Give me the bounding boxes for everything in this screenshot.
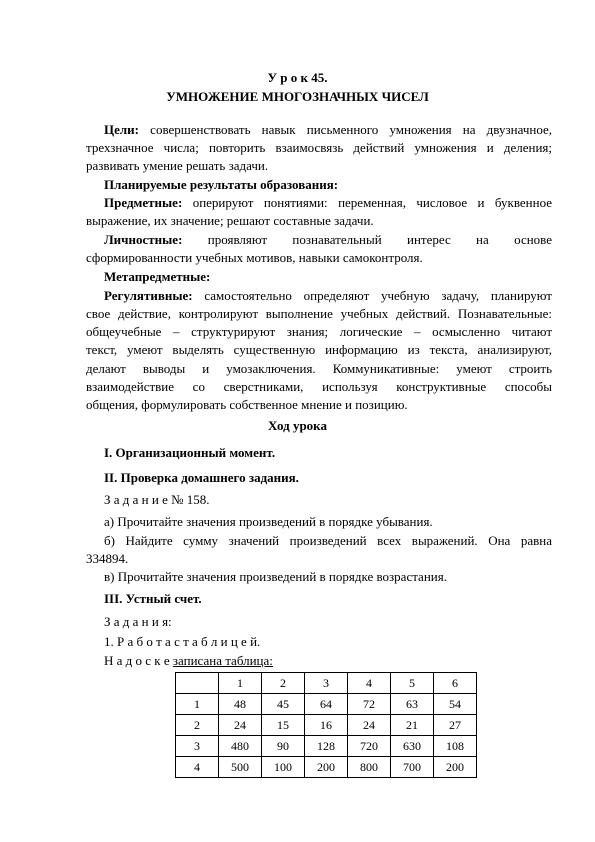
table-cell: 630 bbox=[391, 736, 434, 757]
reg-line-5: делают выводы и умозаключения. Коммуникативные: умеют строить bbox=[86, 361, 552, 376]
personal-label: Личностные: bbox=[104, 232, 183, 247]
table-cell: 24 bbox=[348, 715, 391, 736]
task-item-c: в) Прочитайте значения произведений в порядке возрастания. bbox=[104, 569, 447, 584]
table-cell: 1 bbox=[176, 694, 219, 715]
section-1-heading: I. Организационный момент. bbox=[104, 445, 276, 460]
lesson-topic: УМНОЖЕНИЕ МНОГОЗНАЧНЫХ ЧИСЕЛ bbox=[166, 89, 429, 104]
planned-heading: Планируемые результаты образования: bbox=[104, 177, 339, 192]
personal-line-1 bbox=[104, 232, 552, 247]
work-number: 1. bbox=[104, 634, 114, 649]
table-work-line bbox=[104, 634, 260, 649]
table-cell: 16 bbox=[305, 715, 348, 736]
course-heading: Ход урока bbox=[268, 418, 327, 433]
goals-text-1: совершенствовать навык письменного умножения на двузначное, bbox=[150, 122, 553, 137]
table-cell: 3 bbox=[305, 673, 348, 694]
section-2-heading: II. Проверка домашнего задания. bbox=[104, 470, 299, 485]
table-cell: 4 bbox=[348, 673, 391, 694]
subject-line-1 bbox=[104, 195, 552, 210]
table-cell: 2 bbox=[176, 715, 219, 736]
table-cell: 720 bbox=[348, 736, 391, 757]
reg-label: Регулятивные: bbox=[104, 288, 193, 303]
work-label: Р а б о т а с т а б л и ц е й. bbox=[117, 634, 261, 649]
table-cell: 800 bbox=[348, 757, 391, 778]
table-cell: 15 bbox=[262, 715, 305, 736]
task-158-line bbox=[104, 492, 210, 507]
reg-line-1 bbox=[104, 288, 552, 303]
personal-line-2: сформированности учебных мотивов, навыки самоконтроля. bbox=[86, 250, 423, 265]
subject-line-2: выражение, их значение; решают составные задачи. bbox=[86, 213, 374, 228]
task-number: № 158. bbox=[171, 492, 210, 507]
subject-text-1: оперируют понятиями: переменная, числовое и буквенное bbox=[192, 195, 553, 210]
board-rest: записана таблица: bbox=[172, 653, 273, 668]
table-cell: 3 bbox=[176, 736, 219, 757]
table-cell: 500 bbox=[219, 757, 262, 778]
table-cell: 700 bbox=[391, 757, 434, 778]
board-prefix: Н а д о с к е bbox=[104, 653, 170, 668]
table-cell: 48 bbox=[219, 694, 262, 715]
table-cell: 108 bbox=[434, 736, 477, 757]
table-row bbox=[176, 757, 477, 778]
table-cell: 2 bbox=[262, 673, 305, 694]
reg-line-2: свое действие, контролируют выполнение учебных действий. Познавательные: bbox=[86, 306, 552, 321]
board-line bbox=[104, 653, 273, 668]
reg-line-3: общеучебные – структурируют знания; логические – осмысленно читают bbox=[86, 324, 552, 339]
table-cell: 5 bbox=[391, 673, 434, 694]
table-cell: 4 bbox=[176, 757, 219, 778]
table-cell: 90 bbox=[262, 736, 305, 757]
table-cell: 128 bbox=[305, 736, 348, 757]
goals-line-3: развивать умение решать задачи. bbox=[86, 158, 269, 173]
section-3-heading: III. Устный счет. bbox=[104, 591, 202, 606]
reg-line-6: взаимодействие со сверстниками, используя конструктивные способы bbox=[86, 379, 552, 394]
goals-line-2: трехзначное числа; повторить взаимосвязь действий умножения и деления; bbox=[86, 140, 552, 155]
lesson-number: У р о к 45. bbox=[267, 70, 328, 85]
table-cell bbox=[176, 673, 219, 694]
goals-line-1 bbox=[104, 122, 552, 137]
table-cell: 200 bbox=[434, 757, 477, 778]
table-cell: 63 bbox=[391, 694, 434, 715]
table-header-row bbox=[176, 673, 477, 694]
table-cell: 100 bbox=[262, 757, 305, 778]
table-row bbox=[176, 715, 477, 736]
goals-label: Цели: bbox=[104, 122, 139, 137]
task-item-a: а) Прочитайте значения произведений в порядке убывания. bbox=[104, 514, 433, 529]
task-label: З а д а н и е bbox=[104, 492, 168, 507]
table-cell: 72 bbox=[348, 694, 391, 715]
personal-text-1: проявляют познавательный интерес на основе bbox=[207, 232, 553, 247]
task-item-b-line-2: 334894. bbox=[86, 551, 129, 566]
table-row bbox=[176, 736, 477, 757]
table-cell: 64 bbox=[305, 694, 348, 715]
meta-heading: Метапредметные: bbox=[104, 269, 211, 284]
table-cell: 54 bbox=[434, 694, 477, 715]
reg-text-1: самостоятельно определяют учебную задачу, планируют bbox=[204, 288, 552, 303]
reg-line-4: текст, умеют выделять существенную информацию из текста, анализируют, bbox=[86, 342, 552, 357]
task-item-b-line-1: б) Найдите сумму значений произведений всех выражений. Она равна bbox=[104, 533, 552, 548]
table-cell: 45 bbox=[262, 694, 305, 715]
subject-label: Предметные: bbox=[104, 195, 183, 210]
multiplication-table bbox=[175, 672, 477, 778]
table-cell: 1 bbox=[219, 673, 262, 694]
tasks-label: З а д а н и я: bbox=[104, 614, 172, 629]
table-cell: 27 bbox=[434, 715, 477, 736]
table-cell: 200 bbox=[305, 757, 348, 778]
table-cell: 6 bbox=[434, 673, 477, 694]
reg-line-7: общения, формулировать собственное мнение и позицию. bbox=[86, 397, 408, 412]
table-cell: 24 bbox=[219, 715, 262, 736]
table-row bbox=[176, 694, 477, 715]
table-cell: 480 bbox=[219, 736, 262, 757]
table-cell: 21 bbox=[391, 715, 434, 736]
